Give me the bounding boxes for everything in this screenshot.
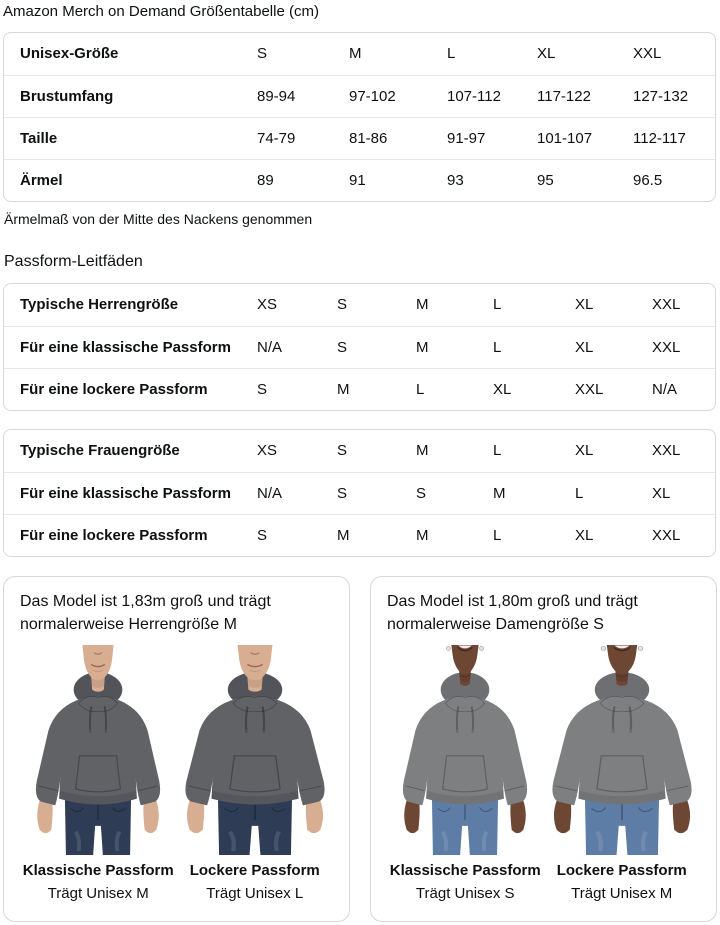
mens-fit-table — [3, 283, 716, 411]
size-value: XS — [257, 442, 278, 460]
table-row — [4, 472, 715, 514]
size-value: 91-97 — [431, 117, 521, 159]
model-figures — [387, 645, 700, 903]
model-cards — [3, 576, 717, 922]
table-row — [4, 326, 715, 368]
size-value: 89-94 — [241, 75, 333, 117]
size-value: M — [400, 326, 477, 368]
size-value: XL — [537, 45, 556, 63]
size-value: M — [321, 514, 400, 556]
row-label: Für eine lockere Passform — [4, 368, 241, 410]
table-row — [4, 117, 715, 159]
size-value: XXL — [636, 326, 715, 368]
fit-label: Klassische Passform — [22, 862, 174, 879]
fit-label: Lockere Passform — [189, 862, 320, 879]
size-value: 93 — [431, 159, 521, 201]
size-value: M — [400, 514, 477, 556]
size-value: S — [257, 45, 268, 63]
size-value: L — [447, 45, 456, 63]
size-value: XXL — [652, 296, 681, 314]
unisex-size-table — [3, 32, 716, 202]
size-value: 95 — [521, 159, 617, 201]
size-value: 112-117 — [617, 117, 715, 159]
wears-label: Trägt Unisex L — [206, 885, 304, 902]
size-value: XXL — [633, 45, 662, 63]
size-value: N/A — [241, 472, 321, 514]
size-value: M — [477, 472, 559, 514]
size-value: L — [477, 514, 559, 556]
size-value: S — [337, 296, 348, 314]
row-label: Ärmel — [4, 159, 241, 201]
table-row — [4, 284, 715, 326]
model-description: Das Model ist 1,83m groß und trägt normalerweise Herrengröße M — [20, 593, 271, 633]
size-value: N/A — [241, 326, 321, 368]
male-model-classic-illustration — [22, 645, 174, 855]
size-value: 91 — [333, 159, 431, 201]
size-value: 97-102 — [333, 75, 431, 117]
fit-label: Lockere Passform — [556, 862, 687, 879]
size-value: 96.5 — [617, 159, 715, 201]
wears-label: Trägt Unisex S — [415, 885, 515, 902]
size-value: 89 — [241, 159, 333, 201]
size-value: L — [493, 442, 502, 460]
size-value: 127-132 — [617, 75, 715, 117]
size-value: XXL — [652, 442, 681, 460]
table-row — [4, 430, 715, 472]
table-row — [4, 33, 715, 75]
size-value: M — [416, 296, 429, 314]
size-value: S — [321, 326, 400, 368]
female-model-loose-illustration — [546, 645, 698, 855]
size-value: M — [416, 442, 429, 460]
model-photo-classic-fit — [387, 645, 544, 903]
male-model-loose-illustration — [179, 645, 331, 855]
table-row — [4, 368, 715, 410]
size-value: 117-122 — [521, 75, 617, 117]
row-label: Brustumfang — [4, 75, 241, 117]
row-label: Für eine lockere Passform — [4, 514, 241, 556]
row-label: Typische Herrengröße — [20, 296, 179, 314]
wears-label: Trägt Unisex M — [47, 885, 149, 902]
size-value: XS — [257, 296, 278, 314]
size-value: 107-112 — [431, 75, 521, 117]
size-value: M — [321, 368, 400, 410]
size-value: L — [493, 296, 502, 314]
row-label: Typische Frauengröße — [20, 442, 180, 460]
table-row — [4, 514, 715, 556]
size-value: XL — [575, 442, 594, 460]
size-value: 74-79 — [241, 117, 333, 159]
size-value: XXL — [636, 514, 715, 556]
row-label: Unisex-Größe — [20, 45, 119, 63]
size-value: XXL — [559, 368, 636, 410]
size-value: XL — [575, 296, 594, 314]
model-photo-classic-fit — [20, 645, 177, 903]
wears-label: Trägt Unisex M — [571, 885, 673, 902]
size-value: XL — [559, 326, 636, 368]
size-value: L — [559, 472, 636, 514]
model-description: Das Model ist 1,80m groß und trägt normalerweise Damengröße S — [387, 593, 638, 633]
womens-fit-table — [3, 429, 716, 557]
model-card-womens — [370, 576, 717, 922]
size-value: S — [321, 472, 400, 514]
fit-label: Klassische Passform — [389, 862, 541, 879]
table-row — [4, 75, 715, 117]
model-photo-loose-fit — [544, 645, 701, 903]
sleeve-measure-note: Ärmelmaß von der Mitte des Nackens genommen — [4, 211, 313, 227]
fit-guides-heading: Passform-Leitfäden — [4, 253, 143, 270]
female-model-classic-illustration — [389, 645, 541, 855]
row-label: Für eine klassische Passform — [4, 326, 241, 368]
size-value: XL — [559, 514, 636, 556]
size-value: S — [241, 514, 321, 556]
size-value: XL — [636, 472, 715, 514]
table-row — [4, 159, 715, 201]
row-label: Für eine klassische Passform — [4, 472, 241, 514]
size-value: 101-107 — [521, 117, 617, 159]
size-value: L — [477, 326, 559, 368]
size-value: 81-86 — [333, 117, 431, 159]
size-value: N/A — [636, 368, 715, 410]
size-value: L — [400, 368, 477, 410]
page-title: Amazon Merch on Demand Größentabelle (cm) — [3, 3, 319, 20]
size-value: S — [241, 368, 321, 410]
size-value: M — [349, 45, 362, 63]
model-figures — [20, 645, 333, 903]
row-label: Taille — [4, 117, 241, 159]
model-card-mens — [3, 576, 350, 922]
model-photo-loose-fit — [177, 645, 334, 903]
size-value: S — [400, 472, 477, 514]
size-value: S — [337, 442, 348, 460]
size-value: XL — [477, 368, 559, 410]
